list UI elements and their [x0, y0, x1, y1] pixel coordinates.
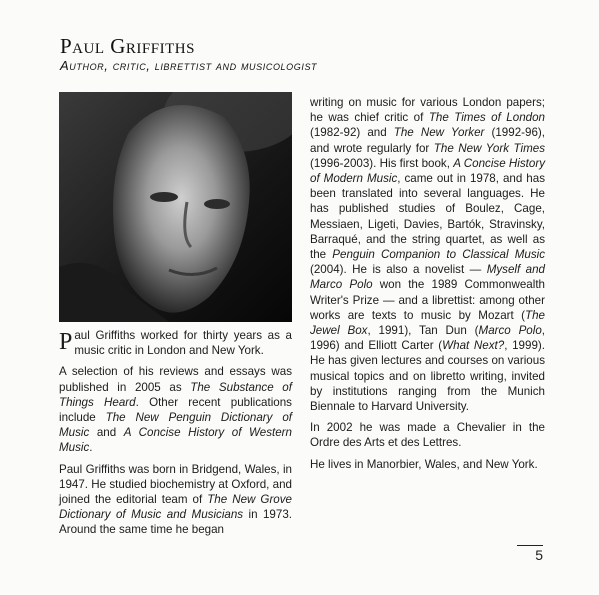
left-column	[59, 328, 292, 544]
publications-paragraph: A selection of his reviews and essays was published in 2005 as The Substance of Things Heard. Other recent publications include The New Penguin Dictionary of Music and A Concise History of Western Music.	[59, 365, 292, 455]
intro-paragraph	[59, 328, 292, 358]
biography-paragraph: Paul Griffiths was born in Bridgend, Wales, in 1947. He studied biochemistry at Oxford, and joined the editorial team of The New Grove Dictionary of Music and Musicians in 1973. Around the same time he began	[59, 462, 293, 537]
bleed-through-text	[405, 38, 410, 61]
page-title: Paul Griffiths	[60, 34, 195, 58]
drop-cap: P	[59, 329, 73, 355]
residence-paragraph: He lives in Manorbier, Wales, and New York.	[310, 457, 538, 471]
honours-paragraph: In 2002 he was made a Chevalier in the Ordre des Arts et des Lettres.	[310, 421, 545, 450]
book-title: The Substance of Things Heard	[59, 380, 292, 409]
right-column	[310, 95, 545, 478]
page-number: 5	[517, 545, 543, 563]
career-paragraph: writing on music for various London papers; he was chief critic of The Times of London (1982-92) and The New Yorker (1992-96), and wrote regularly for The New York Times (1996-2003). His first book, A Concise History of Modern Music, came out in 1978, and has been translated into several languages. He has published studies of Boulez, Cage, Messiaen, Ligeti, Davies, Bartók, Stravinsky, Barraqué, and the string quartet, as well as the Penguin Companion to Classical Music (2004). He is also a novelist — Myself and Marco Polo won the 1989 Commonwealth Writer's Prize — and a librettist: among other works are texts to music by Mozart (The Jewel Box, 1991), Tan Dun (Marco Polo, 1996) and Elliott Carter (What Next?, 1999). He has given lectures and courses on various musical topics and on libretto writing, invited by institutions ranging from the Munich Biennale to Harvard University.	[310, 96, 546, 414]
intro-text: aul Griffiths worked for thirty years as a music critic in London and New York.	[74, 329, 292, 358]
book-title: A Concise History of Western Music	[59, 426, 292, 455]
book-title: The New Grove Dictionary of Music and Musicians	[59, 493, 293, 522]
book-title: The New Penguin Dictionary of Music	[59, 411, 292, 440]
portrait-image	[59, 92, 292, 322]
portrait-photo	[59, 92, 292, 322]
page-subtitle: Author, critic, librettist and musicologist	[60, 58, 318, 73]
